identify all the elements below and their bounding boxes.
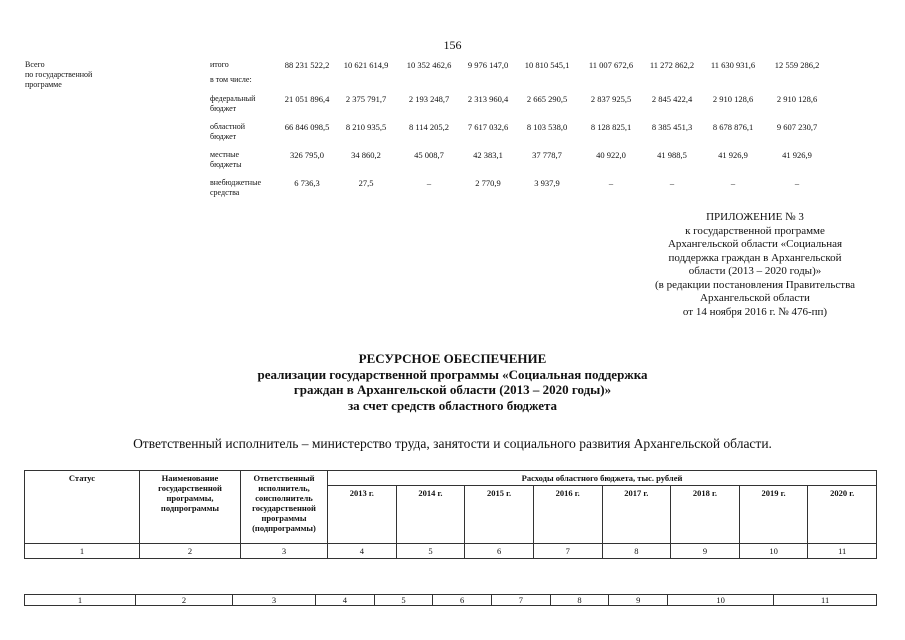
year-header: 2013 г.: [328, 486, 397, 544]
col-number: 8: [602, 544, 671, 559]
col-expenses-header: Расходы областного бюджета, тыс. рублей: [328, 471, 877, 486]
col-number: 6: [465, 544, 534, 559]
year-header: 2016 г.: [533, 486, 602, 544]
resource-table-header: [24, 470, 877, 559]
finance-value: 66 846 098,5: [284, 122, 330, 132]
appendix-line: ПРИЛОЖЕНИЕ № 3: [706, 211, 804, 223]
finance-value: 37 778,7: [532, 150, 562, 160]
finance-value: 8 128 825,1: [590, 122, 632, 132]
finance-value: 11 272 862,2: [649, 60, 695, 70]
finance-value: 8 385 451,3: [651, 122, 693, 132]
column-numbers-repeat: [24, 594, 877, 606]
finance-value: 10 621 614,9: [343, 60, 389, 70]
col-number: 4: [316, 595, 375, 606]
finance-value: 326 795,0: [290, 150, 324, 160]
page-number: 156: [443, 38, 462, 52]
appendix-line: от 14 ноября 2016 г. № 476-пп): [682, 305, 828, 318]
appendix-line: к государственной программе: [685, 224, 825, 237]
finance-summary: [0, 0, 905, 210]
col-number: 7: [533, 544, 602, 559]
finance-row-label: местные бюджеты: [210, 150, 242, 169]
finance-value: 2 910 128,6: [712, 94, 754, 104]
finance-value: –: [794, 178, 800, 188]
col-number: 10: [668, 595, 774, 606]
finance-value: 21 051 896,4: [284, 94, 330, 104]
finance-row-label: федеральный бюджет: [210, 94, 256, 113]
appendix-line: Архангельской области «Социальная: [667, 238, 843, 250]
col-status-header: Статус: [25, 471, 140, 544]
finance-value: –: [426, 178, 432, 188]
finance-value: 45 008,7: [414, 150, 444, 160]
year-header: 2019 г.: [739, 486, 808, 544]
finance-row-label: внебюджетные средства: [210, 178, 261, 197]
finance-value: 2 313 960,4: [467, 94, 509, 104]
year-header: 2020 г.: [808, 486, 877, 544]
col-number: 2: [140, 544, 241, 559]
appendix-block: [620, 211, 890, 319]
title-line: за счет средств областного бюджета: [347, 397, 558, 413]
finance-value: 41 988,5: [657, 150, 687, 160]
finance-value: 2 375 791,7: [345, 94, 387, 104]
col-number: 5: [374, 595, 433, 606]
finance-value: –: [730, 178, 736, 188]
appendix-line: поддержка граждан в Архангельской: [668, 251, 842, 264]
finance-value: 40 922,0: [596, 150, 626, 160]
document-title: [0, 351, 905, 413]
finance-value: 42 383,1: [473, 150, 503, 160]
finance-value: 9 607 230,7: [776, 122, 818, 132]
col-number: 9: [671, 544, 740, 559]
col-number: 1: [25, 544, 140, 559]
year-header: 2014 г.: [396, 486, 465, 544]
finance-value: 7 617 032,6: [467, 122, 509, 132]
finance-value: 8 678 876,1: [712, 122, 754, 132]
col-number: 3: [241, 544, 328, 559]
col-number: 10: [739, 544, 808, 559]
title-line: граждан в Архангельской области (2013 – 2020 годы)»: [293, 382, 612, 397]
finance-value: 2 770,9: [475, 178, 501, 188]
col-number: 7: [492, 595, 551, 606]
finance-value: 11 630 931,6: [710, 60, 756, 70]
col-number: 9: [609, 595, 668, 606]
finance-value: 41 926,9: [718, 150, 748, 160]
finance-value: 8 114 205,2: [408, 122, 450, 132]
col-number: 5: [396, 544, 465, 559]
appendix-line: Архангельской области: [700, 292, 810, 304]
finance-value: 8 103 538,0: [526, 122, 568, 132]
title-line: РЕСУРСНОЕ ОБЕСПЕЧЕНИЕ: [358, 351, 547, 366]
finance-value: –: [669, 178, 675, 188]
finance-value: 10 810 545,1: [524, 60, 570, 70]
col-executor-header: Ответственный исполнитель, соисполнитель государственной программы (подпрограммы): [241, 471, 328, 544]
finance-value: 9 976 147,0: [467, 60, 509, 70]
finance-row-label: итого: [210, 60, 229, 69]
appendix-line: (в редакции постановления Правительства: [654, 278, 856, 291]
col-name-header: Наименование государственной программы, подпрограммы: [140, 471, 241, 544]
col-number: 11: [808, 544, 877, 559]
col-number: 4: [328, 544, 397, 559]
year-header: 2017 г.: [602, 486, 671, 544]
finance-value: 6 736,3: [294, 178, 320, 188]
finance-value: 88 231 522,2: [284, 60, 330, 70]
col-number: 8: [550, 595, 609, 606]
finance-value: 12 559 286,2: [774, 60, 820, 70]
finance-value: –: [608, 178, 614, 188]
finance-value: 11 007 672,6: [588, 60, 634, 70]
title-line: реализации государственной программы «Социальная поддержка: [257, 366, 648, 382]
col-number: 6: [433, 595, 492, 606]
finance-value: 3 937,9: [534, 178, 560, 188]
col-number: 3: [233, 595, 316, 606]
finance-value: 2 665 290,5: [526, 94, 568, 104]
finance-row-label: в том числе:: [210, 75, 252, 84]
col-number: 11: [774, 595, 877, 606]
finance-value: 34 860,2: [351, 150, 381, 160]
finance-value: 10 352 462,6: [406, 60, 452, 70]
finance-value: 2 910 128,6: [776, 94, 818, 104]
appendix-line: области (2013 – 2020 годы)»: [688, 265, 822, 277]
finance-value: 8 210 935,5: [345, 122, 387, 132]
responsible-executor: Ответственный исполнитель – министерство труда, занятости и социального развития Архангельской области.: [133, 436, 772, 451]
year-header: 2015 г.: [465, 486, 534, 544]
col-number: 2: [136, 595, 233, 606]
finance-value: 2 193 248,7: [408, 94, 450, 104]
col-number: 1: [25, 595, 136, 606]
finance-value: 2 845 422,4: [651, 94, 693, 104]
finance-value: 41 926,9: [782, 150, 812, 160]
finance-row-label: областной бюджет: [210, 122, 246, 141]
year-header: 2018 г.: [671, 486, 740, 544]
finance-value: 2 837 925,5: [590, 94, 632, 104]
program-total-label: Всего по государственной программе: [25, 60, 93, 89]
finance-value: 27,5: [358, 178, 374, 188]
